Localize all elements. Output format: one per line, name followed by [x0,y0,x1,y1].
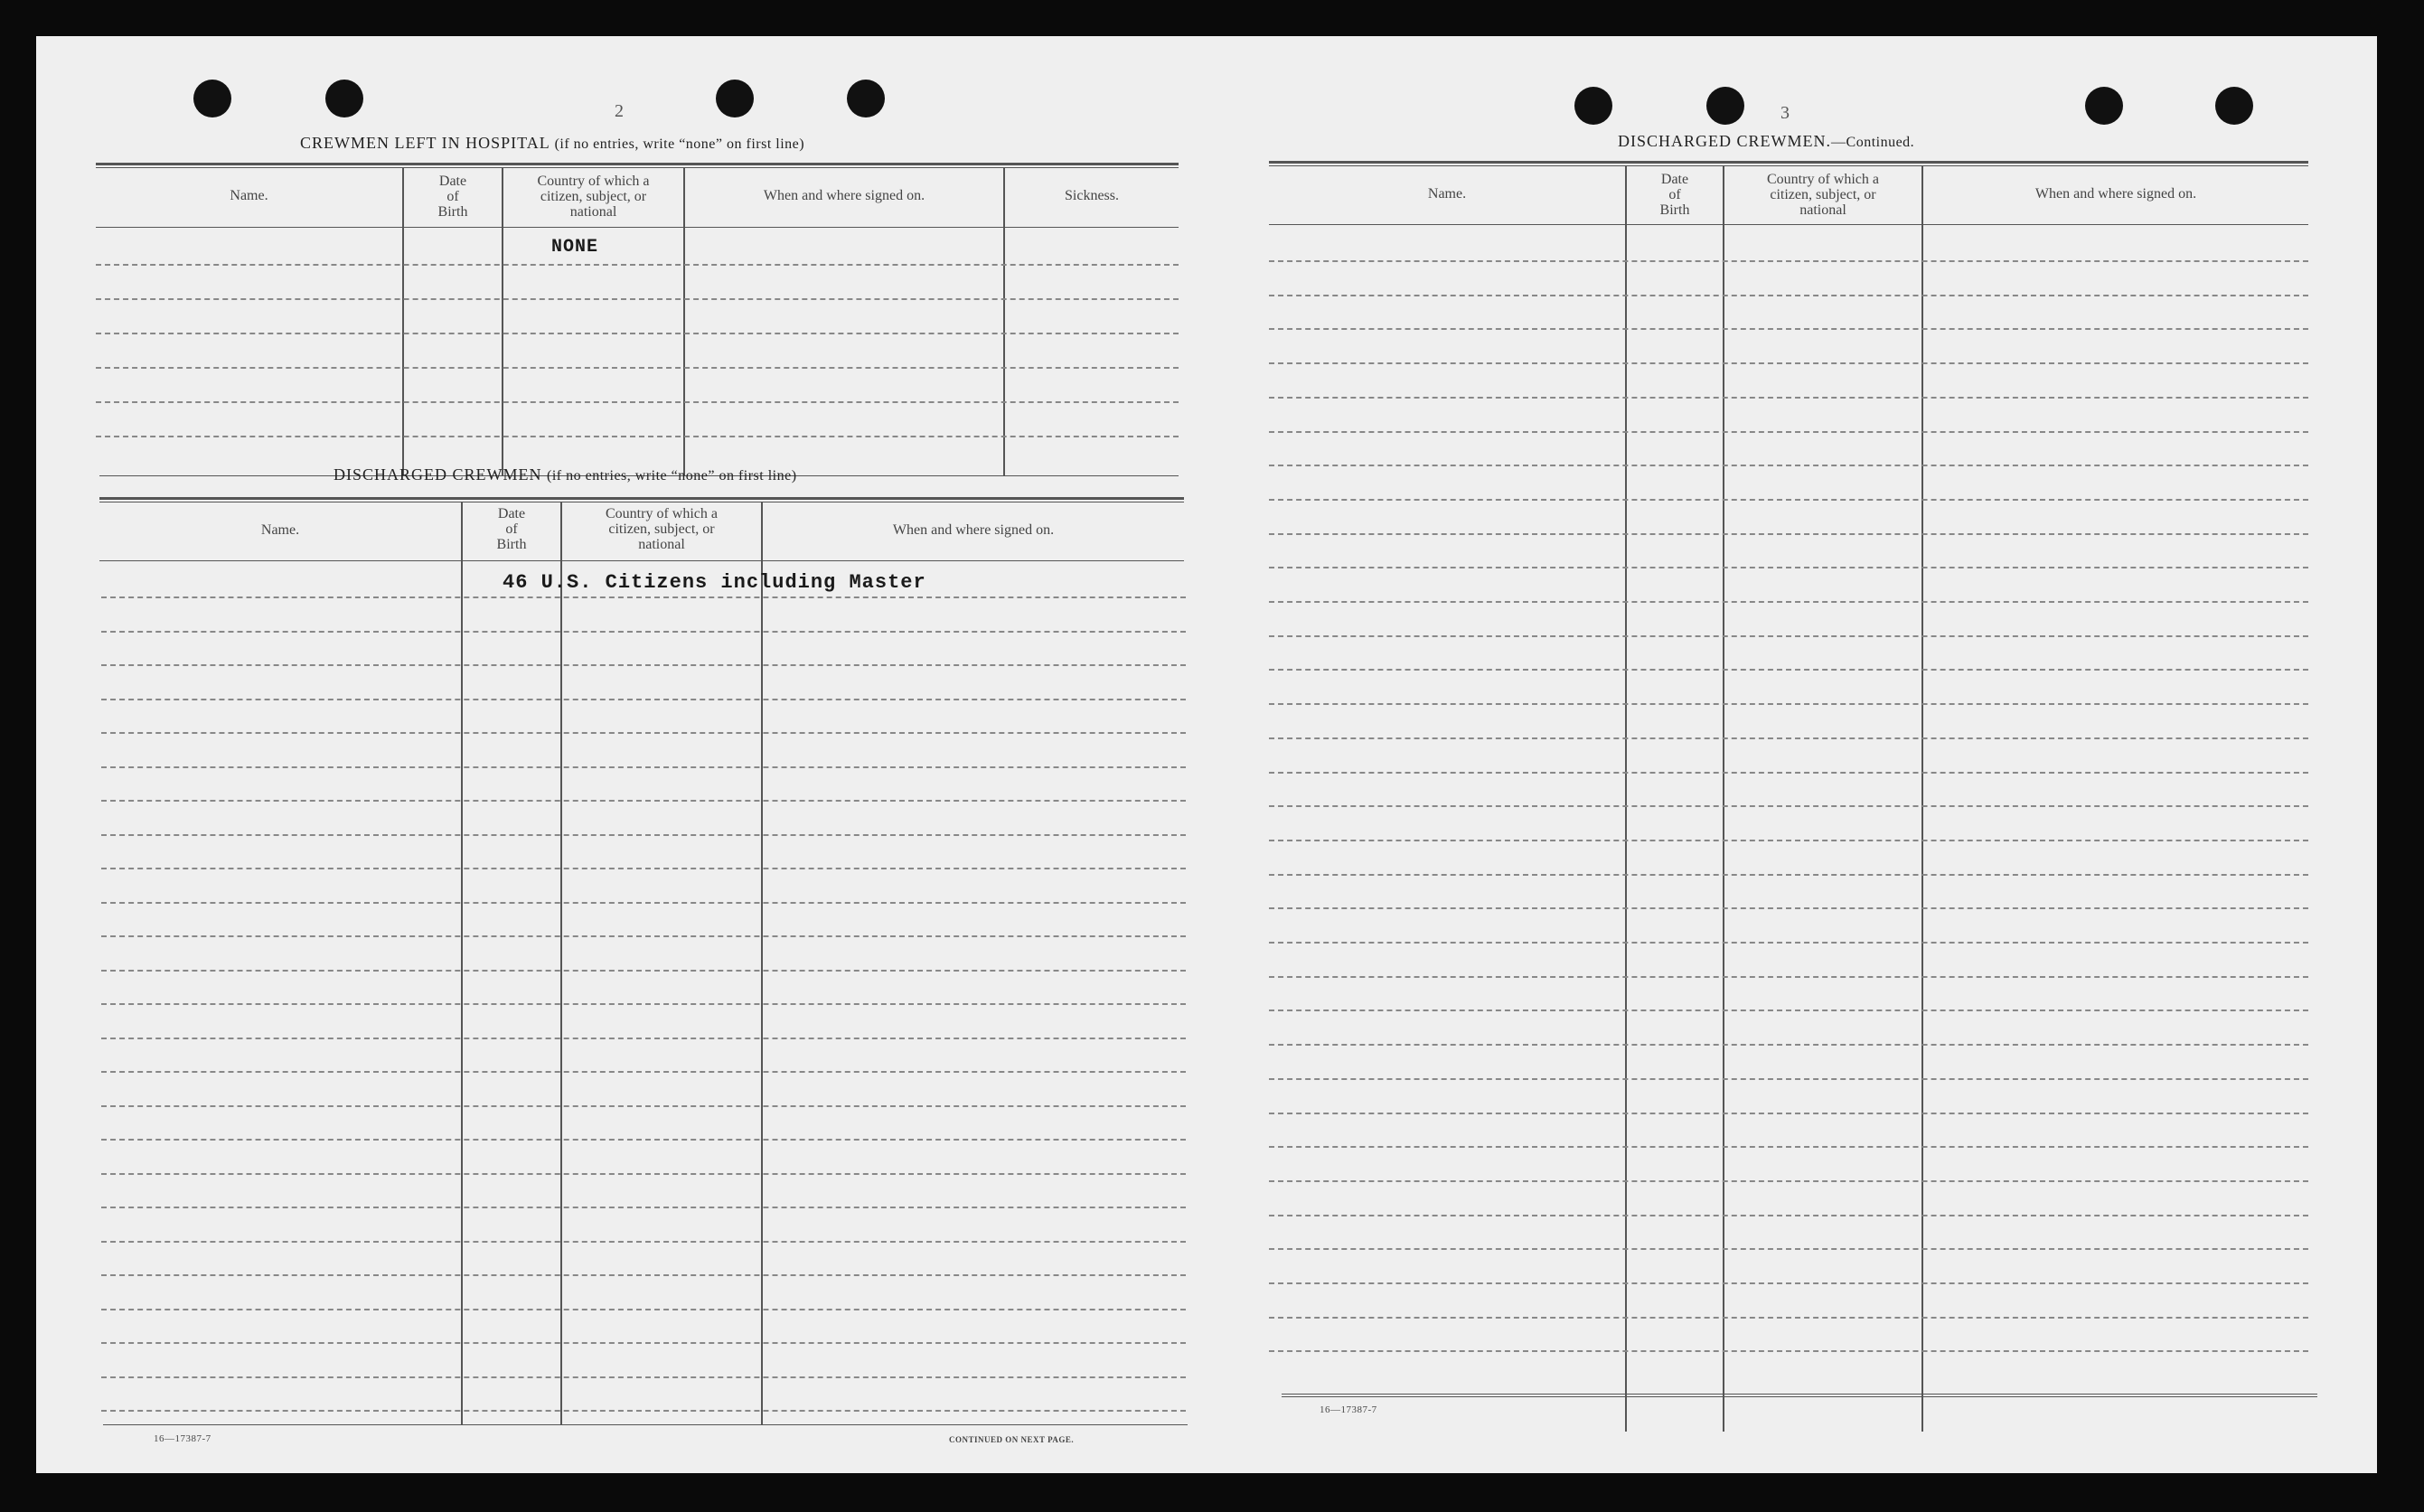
right-title-suffix: —Continued. [1831,135,1915,150]
ruled-line [101,699,1186,700]
discharged-section-title [334,465,797,484]
left-page-bottom-rule [103,1424,1188,1425]
ruled-line [101,1173,1186,1175]
ruled-line [1269,431,2308,433]
left-footer-form-number: 16—17387-7 [154,1433,211,1444]
right-col-country: Country of which a citizen, subject, or national [1767,172,1879,218]
discharged-col-dob: Date of Birth [496,506,527,552]
ruled-line [1269,1248,2308,1250]
hospital-col-divider [1003,168,1005,475]
ruled-line [1269,635,2308,637]
ruled-line [1269,805,2308,807]
right-col-signed: When and where signed on. [2034,186,2197,202]
ruled-line [101,732,1186,734]
ruled-line [101,631,1186,633]
left-footer-continued: CONTINUED ON NEXT PAGE. [949,1435,1075,1444]
ruled-line [101,1105,1186,1107]
ruled-line [101,1274,1186,1276]
ruled-line [1269,1282,2308,1284]
ruled-line [1269,1350,2308,1352]
hospital-section-title [300,134,804,153]
hospital-header-rule [96,227,1179,228]
ruled-line [1269,1044,2308,1046]
ruled-line [101,1410,1186,1412]
ruled-line [101,1376,1186,1378]
ruled-line [1269,1317,2308,1319]
right-footer-form-number: 16—17387-7 [1320,1404,1377,1415]
discharged-col-divider [560,502,562,1424]
right-col-name: Name. [1427,186,1467,202]
hospital-entry-none: NONE [551,237,599,258]
ruled-line [101,868,1186,869]
ruled-line [1269,737,2308,739]
ruled-line [101,834,1186,836]
right-col-divider [1921,166,1923,1432]
punch-hole-icon [193,80,231,117]
right-table-top-rule [1269,161,2308,164]
discharged-entry-text: 46 U.S. Citizens including Master [503,571,926,594]
discharged-header-rule [99,560,1184,561]
left-page-number: 2 [615,101,624,121]
punch-hole-icon [716,80,754,117]
right-table-top-rule [1269,165,2308,166]
ruled-line [101,1309,1186,1310]
ruled-line [1269,295,2308,296]
right-col-divider [1625,166,1627,1432]
punch-hole-icon [2085,87,2123,125]
hospital-table-top-rule [96,167,1179,168]
hospital-table-top-rule [96,163,1179,165]
hospital-col-dob: Date of Birth [437,174,468,220]
right-header-rule [1269,224,2308,225]
ruled-line [101,1003,1186,1005]
ruled-line [1269,362,2308,364]
ruled-line [101,1071,1186,1073]
discharged-col-divider [761,502,763,1424]
right-col-divider [1723,166,1724,1432]
ruled-line [101,766,1186,768]
ruled-line [1269,1180,2308,1182]
ruled-line [101,902,1186,904]
ruled-line [1269,397,2308,399]
ruled-line [1269,1113,2308,1114]
hospital-col-name: Name. [230,188,268,203]
ruled-line [101,1139,1186,1141]
form-sheet [36,36,2377,1473]
hospital-col-country: Country of which a citizen, subject, or national [537,174,650,220]
ruled-line [1269,942,2308,944]
ruled-line [1269,907,2308,909]
discharged-col-name: Name. [260,522,300,538]
ruled-line [1269,533,2308,535]
hospital-title-note: (if no entries, write “none” on first line) [554,136,805,152]
ruled-line [1269,840,2308,841]
ruled-line [1269,601,2308,603]
discharged-table-top-rule [99,497,1184,500]
ruled-line [1269,874,2308,876]
right-title-text: DISCHARGED CREWMEN. [1618,132,1832,150]
hospital-col-divider [683,168,685,475]
discharged-col-country: Country of which a citizen, subject, or national [606,506,718,552]
ruled-line [1269,703,2308,705]
right-section-title [1618,132,1914,151]
discharged-col-signed: When and where signed on. [892,522,1055,538]
ruled-line [1269,1146,2308,1148]
ruled-line [101,1241,1186,1243]
ruled-line [101,664,1186,666]
right-page-bottom-rule [1282,1396,2317,1397]
ruled-line [1269,669,2308,671]
hospital-title-text: CREWMEN LEFT IN HOSPITAL [300,134,550,152]
discharged-title-note: (if no entries, write “none” on first line) [547,468,797,484]
ruled-line [101,1342,1186,1344]
right-page-bottom-rule [1282,1394,2317,1395]
ruled-line [101,935,1186,937]
ruled-line [1269,976,2308,978]
discharged-title-text: DISCHARGED CREWMEN [334,465,542,484]
right-page-number: 3 [1780,103,1790,123]
ruled-line [1269,328,2308,330]
punch-hole-icon [1706,87,1744,125]
ruled-line [101,596,1186,598]
hospital-col-sickness: Sickness. [1065,188,1119,203]
ruled-line [101,1038,1186,1039]
ruled-line [1269,567,2308,568]
ruled-line [101,970,1186,972]
ruled-line [1269,1215,2308,1216]
discharged-col-divider [461,502,463,1424]
ruled-line [1269,772,2308,774]
ruled-line [1269,1010,2308,1011]
ruled-line [1269,465,2308,466]
ruled-line [1269,499,2308,501]
punch-hole-icon [2215,87,2253,125]
ruled-line [101,800,1186,802]
ruled-line [1269,260,2308,262]
punch-hole-icon [847,80,885,117]
right-col-dob: Date of Birth [1659,172,1690,218]
punch-hole-icon [1574,87,1612,125]
punch-hole-icon [325,80,363,117]
ruled-line [1269,1078,2308,1080]
ruled-line [101,1207,1186,1208]
hospital-col-signed: When and where signed on. [763,188,925,203]
